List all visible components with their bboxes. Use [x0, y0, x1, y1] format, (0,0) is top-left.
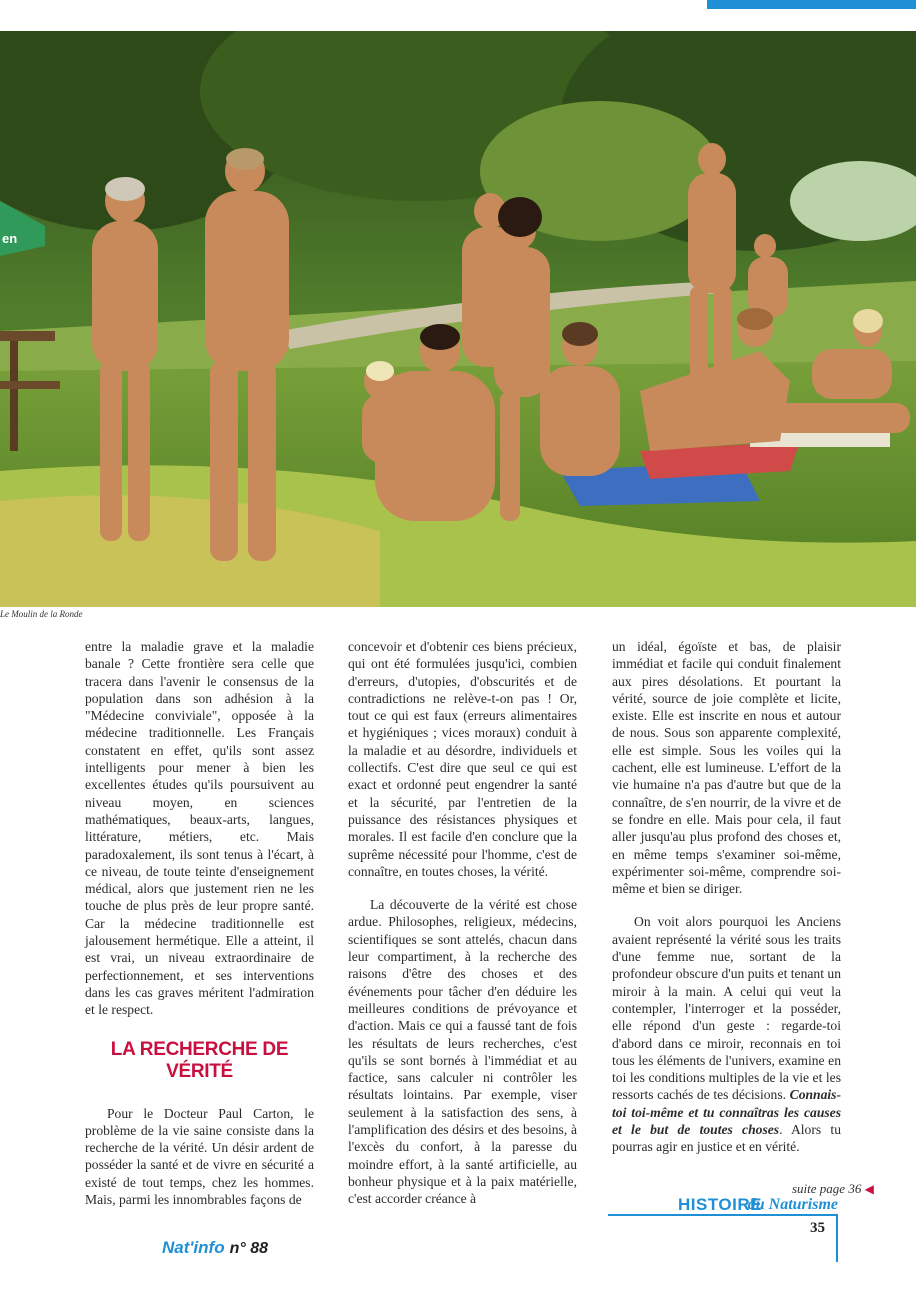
continued-text: suite page 36 — [792, 1181, 862, 1196]
section-title: HISTOIRE — [678, 1195, 762, 1214]
page-number: 35 — [810, 1220, 825, 1236]
paragraph: entre la maladie grave et la maladie banale ? Cette frontière sera celle que tracera dans l'avenir le consensus de la population dans son adhésion à la "Médecine conviviale", opposée à la médecine traditionnelle. Les Français constatent en effet, qu'ils sont assez intelligents pour mener à bien les excellentes études qu'ils poursuivent au niveau moyen, en sciences mathématiques, beaux-arts, langues, littérature, métiers, etc. Mais paradoxalement, ils sont tenus à l'écart, à ce niveau, de toute teinte d'enseignement médical, alors que justement rien ne les touche de plus près de leur propre santé. Car la médecine traditionnelle est jalousement hermétique. Elle a atteint, il est vrai, un niveau extraordinaire de perfectionnement, et ses interventions dans les cas graves méritent l'admiration et le respect. — [85, 639, 314, 1018]
text-column-2 — [348, 638, 577, 1208]
paragraph-text: On voit alors pourquoi les Anciens avaient représenté la vérité sous les traits d'une femme nue, sortant de la profondeur obscure d'un puits et tenant un miroir à la main. A celui qui veut la contempler, l'interroger et la posséder, elle répond d'un geste : regarde-toi d'abord dans ce miroir, reconnais en toi tous les éléments de l'univers, examine en toi les conditions multiples de la vie et les ressorts cachés de tes décisions. — [612, 914, 841, 1103]
paragraph — [612, 913, 841, 1155]
section-heading: LA RECHERCHE DE VÉRITÉ — [110, 1038, 289, 1082]
paragraph: Pour le Docteur Paul Carton, le problème de la vie saine consiste dans la recherche de la vérité. Un désir ardent de posséder la santé et de vivre en sécurité a existé de tout temps, chez les hommes. Mais, parmi les innombrables façons de — [85, 1105, 314, 1208]
emphasis-text: Connais-toi toi-même et tu connaîtras les causes et le but de toutes choses — [612, 1087, 841, 1138]
magazine-logo — [162, 1238, 268, 1258]
paragraph: un idéal, égoïste et bas, de plaisir immédiat et facile qui conduit finalement aux pires désolations. Et pourtant la vérité, source de joie complète et licite, existe. Elle est inscrite en nous et autour de nous. Sous son apparente complexité, elle est simple. Sous les voiles qui la cachent, elle est lumineuse. L'effort de la vie humaine n'a pas d'autre but que de la connaître, de s'en nourrir, de la vivre et de se fondre en elle. Mais pour cela, il faut aller jusqu'au plus profond des choses et, en même temps s'examiner soi-même, expérimenter soi-même, comprendre soi-même et bien se diriger. — [612, 639, 841, 897]
photo-caption: Le Moulin de la Ronde — [0, 609, 83, 619]
photo-naturists-in-park — [0, 31, 916, 607]
paragraph: La découverte de la vérité est chose ardue. Philosophes, religieux, médecins, scientifiques se sont attelés, chacun dans leur compartiment, à la recherche des raisons d'être des choses et des événements pour tâcher d'en déduire les meilleures conditions de prévoyance et d'action. Mais ce qui a faussé tant de fois les résultats de leurs recherches, c'est qu'ils se sont bornés à l'immédiat et au factice, sans calculer ni contrôler les résultats lointains. Par exemple, viser seulement à la satisfaction des sens, à l'amplification des désirs et des besoins, à l'excès du confort, à la paresse du moindre effort, à la santé artificielle, au bonheur physique et à la paix matérielle, c'est accorder créance à — [348, 897, 577, 1207]
section-label — [608, 1192, 838, 1216]
svg-text:en: en — [2, 231, 18, 246]
section-subtitle: du Naturisme — [747, 1196, 838, 1213]
issue-number: n° 88 — [229, 1240, 269, 1257]
page-number-bar — [836, 1214, 838, 1262]
section-rule — [608, 1214, 838, 1216]
paragraph-end: . Alors tu pourras agir en justice et en vérité. — [612, 1122, 841, 1155]
logo-text: Nat'info — [162, 1238, 225, 1257]
text-column-1 — [85, 638, 314, 1208]
red-arrow-icon: ◀ — [864, 1182, 874, 1196]
text-column-3 — [612, 638, 841, 1156]
paragraph: concevoir et d'obtenir ces biens précieux, qui ont été formulées jusqu'ici, combien d'erreurs, d'utopies, d'obscurités et de contradictions ne relève-t-on pas ! Or, tout ce qui est faux (erreurs alimentaires et hygiéniques ; vices moraux) conduit à la maladie et au désordre, individuels et collectifs. C'est dire que seul ce qui est exact et ordonné peut engendrer la santé et la sécurité, par l'entretien de la puissance des résistances physiques et morales. Il est facile d'en conclure que la suprême nécessité pour l'homme, c'est de connaître, en toutes choses, la vérité. — [348, 639, 577, 879]
top-accent-bar — [707, 0, 916, 9]
